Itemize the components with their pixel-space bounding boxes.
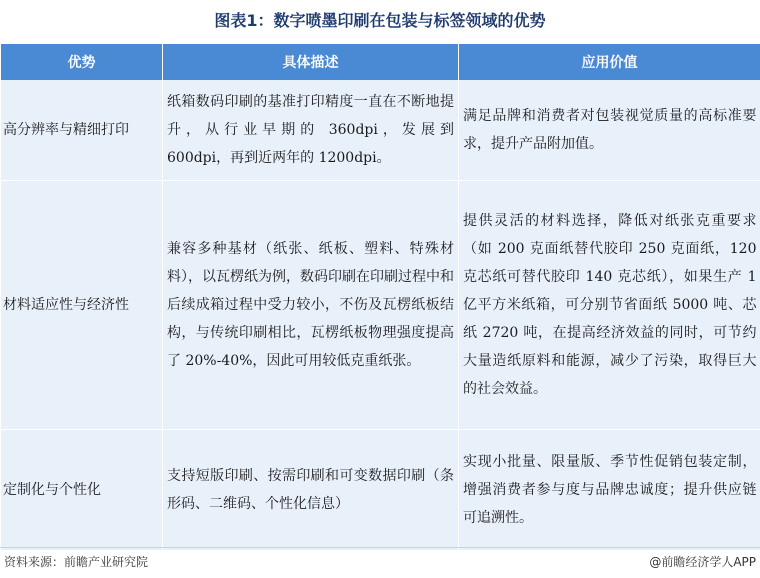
advantage-cell: 定制化与个性化 (1, 430, 163, 551)
footer-divider (0, 547, 760, 548)
description-cell: 兼容多种基材（纸张、纸板、塑料、特殊材料），以瓦楞纸为例，数码印刷在印刷过程中和后续成箱过程中受力较小，不伤及瓦楞纸板结构，与传统印刷相比，瓦楞纸板物理强度提高了 20%-40%，因此可用较低克重纸张。 (163, 181, 459, 430)
brand-credit: @前瞻经济学人APP (649, 555, 756, 569)
header-description: 具体描述 (163, 44, 459, 80)
table-header-row (1, 44, 760, 80)
figure-title: 图表1：数字喷墨印刷在包装与标签领域的优势 (214, 11, 546, 30)
description-cell: 纸箱数码印刷的基准打印精度一直在不断地提升，从行业早期的 360dpi，发展到 600dpi，再到近两年的 1200dpi。 (163, 80, 459, 181)
table-row (1, 430, 760, 551)
description-cell: 支持短版印刷、按需印刷和可变数据印刷（条形码、二维码、个性化信息） (163, 430, 459, 551)
header-advantage: 优势 (1, 44, 163, 80)
value-cell: 实现小批量、限量版、季节性促销包装定制，增强消费者参与度与品牌忠诚度；提升供应链可追溯性。 (459, 430, 760, 551)
advantage-cell: 材料适应性与经济性 (1, 181, 163, 430)
advantages-table (0, 44, 760, 551)
table-row (1, 80, 760, 181)
header-value: 应用价值 (459, 44, 760, 80)
source-note: 资料来源：前瞻产业研究院 (4, 555, 149, 569)
table-row (1, 181, 760, 430)
advantage-cell: 高分辨率与精细打印 (1, 80, 163, 181)
value-cell: 满足品牌和消费者对包装视觉质量的高标准要求，提升产品附加值。 (459, 80, 760, 181)
value-cell: 提供灵活的材料选择，降低对纸张克重要求（如 200 克面纸替代胶印 250 克面纸，120 克芯纸可替代胶印 140 克芯纸），如果生产 1 亿平方米纸箱，可分别节省面纸 5000 吨、芯纸 2720 吨，在提高经济效益的同时，可节约大量造纸原料和能源，减少了污染，取得巨大的社会效益。 (459, 181, 760, 430)
